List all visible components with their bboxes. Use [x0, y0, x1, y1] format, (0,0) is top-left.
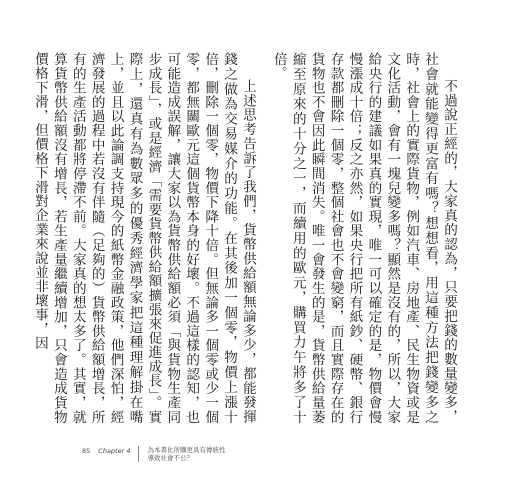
footer-divider — [138, 446, 139, 462]
running-title-line-2: 導致社會不公？ — [147, 454, 193, 462]
running-title-line-1: 為本書比所購更具有傳統性 — [147, 446, 226, 454]
running-title — [147, 446, 225, 462]
chapter-label: Chapter 4 — [98, 447, 131, 455]
paragraph-1: 不過說正經的，大家真的認為，只要把錢的數量變多，社會就能變得更富有嗎？想想看，用這種方法把錢變多之時，社會上的實際貨物，例如汽車、房地產、民生物資或是文化活動，會有一塊兒變多嗎？顯然是沒有的，所以，大家給央行的建議如果真的實現，唯一可以確定的是，物價會慢慢漲成十倍；反之亦然，如果央行把所有紙鈔、硬幣、銀行存款都刪除一個零，整個社會也不會變窮，而且實際存在的貨物也不會因此瞬間消失。唯一會發生的是，貨幣供給量萎縮至原來的十分之一，而續用的歐元，購買力午將多了十倍。 — [270, 52, 457, 424]
page-footer — [82, 446, 225, 462]
paragraph-2: 上述思考告訴了我們，貨幣供給額無論多少，都能發揮錢之做為交易媒介的功能。在其後加一個零，物價上漲十倍，刪除一個零，物價下降十倍。但無論多一個零或少一個零，都無關歐元這個貨幣本身的好壞。不過這樣的認知，也可能造成誤解，讓大家以為貨幣供給額必須「與貨物生產同步成長」，或是經濟「需要貨幣供給額擴張來促進成長」。實際上，還真有為數眾多的優秀經濟學家把這種理解掛在嘴上，並且以此論調支持現今的紙幣金融政策，他們深怕，經濟發展的過程中若沒有伴隨（足夠的）貨幣供給額增長，所有的生產活動都將停滯不前。大家真的想太多了。其實，就算貨幣供給額沒有增長，若生產量繼續增加，只會造成貨物價格下滑，但價格下滑對企業來說並非壞事，因 — [31, 52, 256, 424]
page-number: 85 — [82, 447, 91, 455]
body-text — [30, 52, 458, 424]
